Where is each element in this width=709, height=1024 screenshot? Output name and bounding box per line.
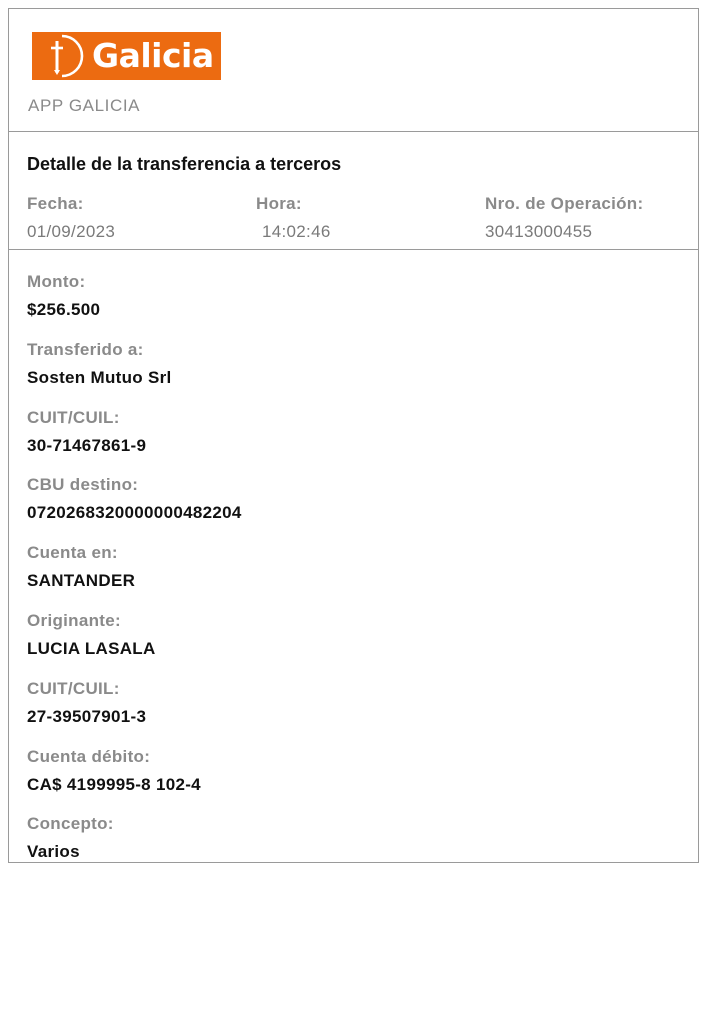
field-label: Cuenta en: [27,543,118,563]
field-cbu [27,474,242,542]
field-value: 0720268320000000482204 [27,503,242,523]
transfer-receipt [8,8,699,863]
field-value: LUCIA LASALA [27,638,156,658]
galicia-logo [32,32,221,80]
field-value: SANTANDER [27,571,136,591]
field-recipient [27,339,242,407]
transfer-details [27,271,242,881]
field-label: Concepto: [27,814,114,834]
field-amount [27,271,242,339]
date-value: 01/09/2023 [27,222,116,241]
app-label: APP GALICIA [28,96,141,115]
operation-block [485,194,643,242]
field-label: Monto: [27,272,86,291]
field-value: CA$ 4199995-8 102-4 [27,774,201,794]
time-block [256,194,331,242]
page-title: Detalle de la transferencia a terceros [27,154,342,174]
transfer-summary [9,132,698,250]
field-value: 30-71467861-9 [27,435,147,455]
field-value: Sosten Mutuo Srl [27,367,172,387]
field-value: 27-39507901-3 [27,706,147,726]
date-block [27,194,115,242]
field-concept [27,813,242,881]
field-value: $256.500 [27,300,101,319]
field-value: Varios [27,842,80,862]
brand-name: Galicia [92,36,214,75]
field-label: Originante: [27,610,121,630]
receipt-header [9,9,698,132]
field-recipient-cuit [27,407,242,475]
field-originator [27,610,242,678]
time-label: Hora: [256,194,302,213]
field-originator-cuit [27,678,242,746]
field-label: Transferido a: [27,339,144,359]
field-label: CUIT/CUIL: [27,407,120,427]
field-label: CBU destino: [27,475,139,495]
field-debit-account [27,746,242,814]
date-label: Fecha: [27,194,84,213]
field-bank [27,542,242,610]
time-value: 14:02:46 [262,222,331,241]
galicia-cross-icon [32,32,88,80]
operation-label: Nro. de Operación: [485,194,644,213]
field-label: Cuenta débito: [27,746,151,766]
operation-value: 30413000455 [485,222,593,241]
field-label: CUIT/CUIL: [27,678,120,698]
